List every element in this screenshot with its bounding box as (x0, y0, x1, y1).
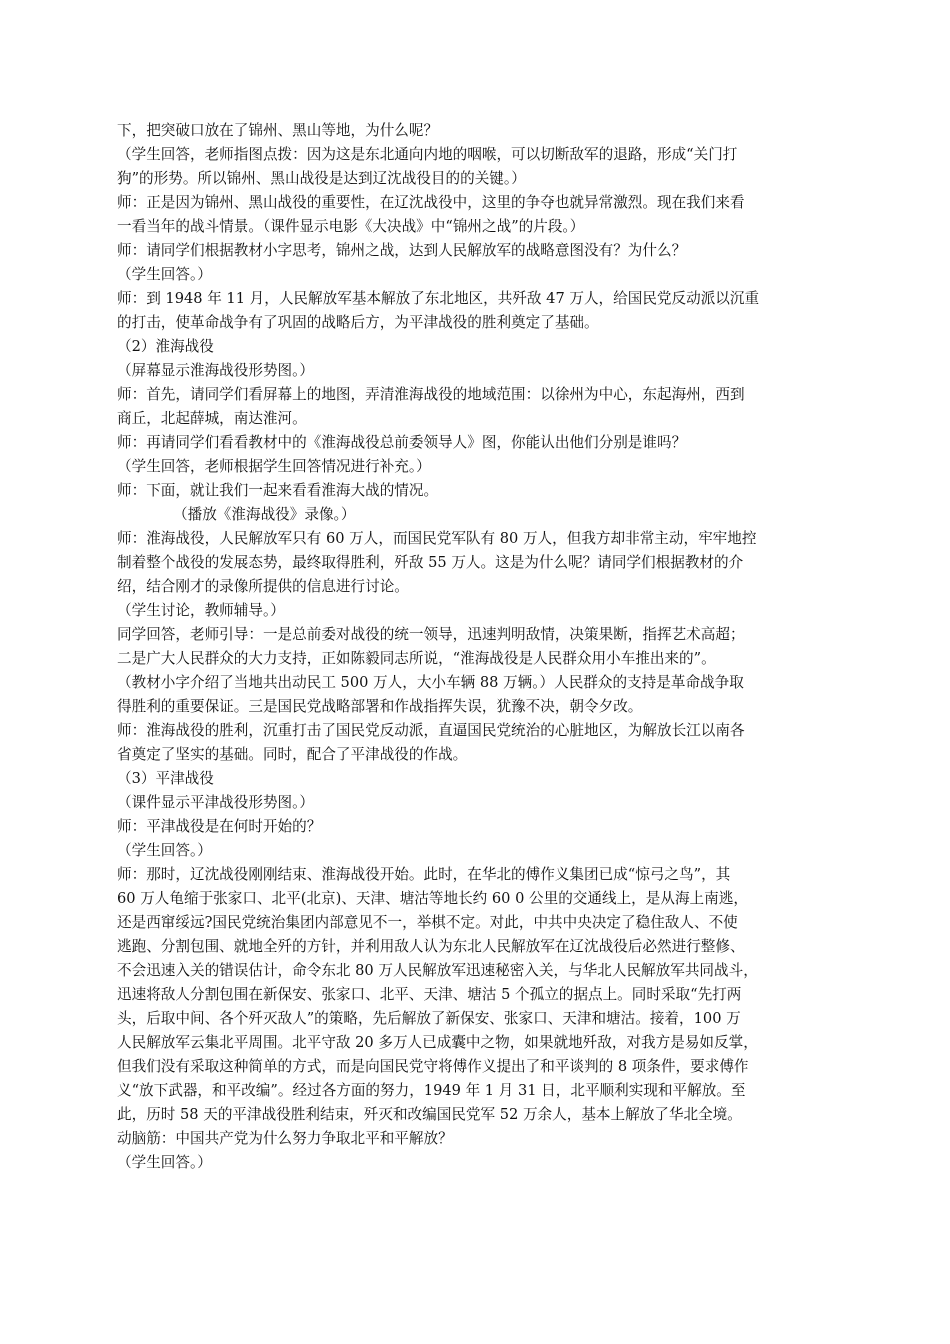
text-line: 人民解放军云集北平周围。北平守敌 20 多万人已成囊中之物，如果就地歼敌，对我方是易如反掌， (117, 1034, 758, 1051)
text-line: 头，后取中间、各个歼灭敌人”的策略，先后解放了新保安、张家口、天津和塘沽。接着，100 万 (117, 1010, 741, 1027)
text-line: 绍，结合刚才的录像所提供的信息进行讨论。 (117, 578, 409, 595)
text-line: （学生回答。） (117, 1154, 212, 1171)
text-line: 逃跑、分割包围、就地全歼的方针，并利用敌人认为东北人民解放军在辽沈战役后必然进行整修、 (117, 938, 745, 955)
text-line: 同学回答，老师引导：一是总前委对战役的统一领导，迅速判明敌情，决策果断，指挥艺术高超； (117, 626, 745, 643)
text-line: 二是广大人民群众的大力支持，正如陈毅同志所说，“淮海战役是人民群众用小车推出来的”。 (117, 650, 716, 667)
text-line: 下，把突破口放在了锦州、黑山等地，为什么呢？ (117, 122, 439, 139)
section-heading: （2）淮海战役 (117, 338, 214, 355)
text-line: （屏幕显示淮海战役形势图。） (117, 362, 315, 379)
text-line: 师：淮海战役的胜利，沉重打击了国民党反动派，直逼国民党统治的心脏地区，为解放长江以南各 (117, 722, 745, 739)
text-line: （教材小字介绍了当地共出动民工 500 万人，大小车辆 88 万辆。）人民群众的支持是革命战争取 (117, 674, 744, 691)
text-line: 师：那时，辽沈战役刚刚结束、淮海战役开始。此时，在华北的傅作义集团已成“惊弓之鸟”，其 (117, 866, 731, 883)
text-line: 师：再请同学们看看教材中的《淮海战役总前委领导人》图，你能认出他们分别是谁吗？ (117, 434, 687, 451)
text-line: 师：下面，就让我们一起来看看淮海大战的情况。 (117, 482, 439, 499)
text-line: 还是西窜绥远?国民党统治集团内部意见不一，举棋不定。对此，中共中央决定了稳住敌人、不使 (117, 914, 738, 931)
text-line: （课件显示平津战役形势图。） (117, 794, 315, 811)
text-line: 的打击，使革命战争有了巩固的战略后方，为平津战役的胜利奠定了基础。 (117, 314, 599, 331)
text-line: （学生回答。） (117, 842, 212, 859)
document-body (117, 119, 837, 1175)
text-line: （播放《淮海战役》录像。） (173, 506, 356, 523)
text-line: （学生回答，老师指图点拨：因为这是东北通向内地的咽喉，可以切断敌军的退路，形成“关门打 (117, 146, 738, 163)
text-line: 但我们没有采取这种简单的方式，而是向国民党守将傅作义提出了和平谈判的 8 项条件，要求傅作 (117, 1058, 749, 1075)
text-line: 狗”的形势。所以锦州、黑山战役是达到辽沈战役目的的关键。） (117, 170, 526, 187)
section-heading: （3）平津战役 (117, 770, 214, 787)
text-line: 师：首先，请同学们看屏幕上的地图，弄清淮海战役的地域范围：以徐州为中心，东起海州，西到 (117, 386, 745, 403)
text-line: （学生回答，老师根据学生回答情况进行补充。） (117, 458, 431, 475)
text-line: 动脑筋：中国共产党为什么努力争取北平和平解放？ (117, 1130, 453, 1147)
text-line: 师：正是因为锦州、黑山战役的重要性，在辽沈战役中，这里的争夺也就异常激烈。现在我们来看 (117, 194, 745, 211)
text-line: 迅速将敌人分割包围在新保安、张家口、北平、天津、塘沽 5 个孤立的据点上。同时采取“先打两 (117, 986, 742, 1003)
text-line: （学生回答。） (117, 266, 212, 283)
text-line: 师：请同学们根据教材小字思考，锦州之战，达到人民解放军的战略意图没有？为什么？ (117, 242, 687, 259)
text-line: 商丘，北起薛城，南达淮河。 (117, 410, 307, 427)
text-line: 此，历时 58 天的平津战役胜利结束，歼灭和改编国民党军 52 万余人，基本上解放了华北全境。 (117, 1106, 742, 1123)
text-line: 60 万人龟缩于张家口、北平(北京)、天津、塘沽等地长约 60 0 公里的交通线上，是从海上南逃， (117, 890, 748, 907)
text-line: （学生讨论，教师辅导。） (117, 602, 285, 619)
text-line: 一看当年的战斗情景。（课件显示电影《大决战》中“锦州之战”的片段。） (117, 218, 585, 235)
text-line: 得胜利的重要保证。三是国民党战略部署和作战指挥失误，犹豫不决，朝令夕改。 (117, 698, 643, 715)
text-line: 义“放下武器，和平改编”。经过各方面的努力，1949 年 1 月 31 日，北平顺利实现和平解放。至 (117, 1082, 746, 1099)
text-line: 省奠定了坚实的基础。同时，配合了平津战役的作战。 (117, 746, 468, 763)
text-line: 师：到 1948 年 11 月，人民解放军基本解放了东北地区，共歼敌 47 万人，给国民党反动派以沉重 (117, 290, 760, 307)
text-line: 师：平津战役是在何时开始的？ (117, 818, 322, 835)
text-line: 不会迅速入关的错误估计，命令东北 80 万人民解放军迅速秘密入关，与华北人民解放军共同战斗， (117, 962, 758, 979)
text-line: 制着整个战役的发展态势，最终取得胜利，歼敌 55 万人。这是为什么呢？请同学们根据教材的介 (117, 554, 744, 571)
text-line: 师：淮海战役，人民解放军只有 60 万人，而国民党军队有 80 万人，但我方却非常主动，牢牢地控 (117, 530, 757, 547)
